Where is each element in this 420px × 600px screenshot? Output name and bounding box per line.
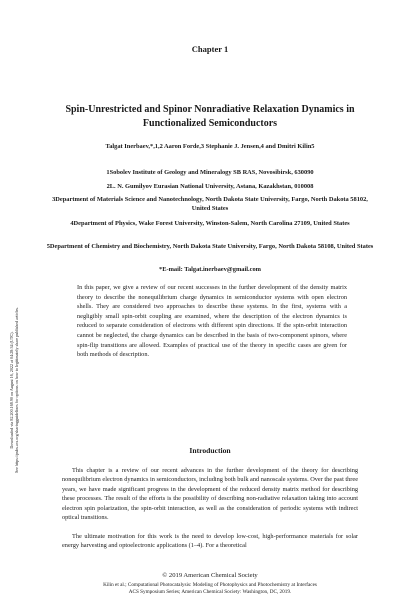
footer-citation-line-2: ACS Symposium Series; American Chemical Society: Washington, DC, 2019. [128, 589, 292, 595]
chapter-title: Spin-Unrestricted and Spinor Nonradiative Relaxation Dynamics in Functionalized Semiconductors [65, 104, 355, 129]
affiliation-4: 4Department of Physics, Wake Forest University, Winston-Salem, North Carolina 27109, United States [70, 220, 350, 227]
affiliation-2: 2L. N. Gumilyov Eurasian National University, Astana, Kazakhstan, 010008 [106, 183, 314, 190]
download-notice-line-2: See https://pubs.acs.org/sharingguidelines for options on how to legitimately share published articles. [14, 306, 19, 474]
affiliation-3: 3Department of Materials Science and Nanotechnology, North Dakota State University, Fargo, North Dakota 58102, United States [52, 196, 368, 213]
download-notice-line-1: Downloaded via 82.200.168.90 on August 16, 2022 at 04:28:34 (UTC). [9, 331, 14, 449]
intro-paragraph-1: This chapter is a review of our recent advances in the further development of the theory for describing nonequilibrium electron dynamics in semiconductors, including both bulk and nanoscale systems. Over the past three years, we have made significant progress in the development of the reduced density matrix method for describing these processes. The result of the efforts is the possibility of describing non-radiative relaxation taking into account electron spin polarization, the spin-orbit interaction, as well as the consideration of periodic systems with indirect optical transitions. [62, 467, 358, 522]
affiliation-1: 1Sobolev Institute of Geology and Mineralogy SB RAS, Novosibirsk, 630090 [106, 169, 314, 176]
intro-paragraph-2: The ultimate motivation for this work is the need to develop low-cost, high-performance materials for solar energy harvesting and optoelectronic applications (1–4). For a theoretical [62, 533, 358, 550]
abstract: In this paper, we give a review of our recent successes in the further development of the density matrix theory to describe the nonequilibrium charge dynamics in semiconductor systems with open electron shells. They are considered two approaches to describe these systems. In the first, systems with a negligibly small spin-orbit coupling are examined, where the description of the electron dynamics is reduced to separate consideration of electrons with different spin directions. If the spin-orbit interaction cannot be neglected, the charge dynamics can be described in the basis of two-component spinors, where spin-flip transitions are allowed. Examples of practical use of the theory in specific cases are given for both methods of description. [77, 284, 347, 359]
section-heading-introduction: Introduction [189, 446, 231, 455]
footer-citation-line-1: Kilin et al.; Computational Photocatalysis: Modeling of Photophysics and Photochemistry at Interfaces [103, 582, 317, 588]
download-notice [8, 306, 20, 474]
author-list: Talgat Inerbaev,*,1,2 Aaron Forde,3 Stephanie J. Jensen,4 and Dmitri Kilin5 [105, 143, 315, 150]
corresponding-email: *E-mail: Talgat.inerbaev@gmail.com [159, 266, 261, 273]
affiliation-5: 5Department of Chemistry and Biochemistry, North Dakota State University, Fargo, North Dakota 58108, United States [46, 243, 374, 250]
footer-copyright: © 2019 American Chemical Society [162, 572, 258, 579]
chapter-label: Chapter 1 [191, 44, 229, 54]
